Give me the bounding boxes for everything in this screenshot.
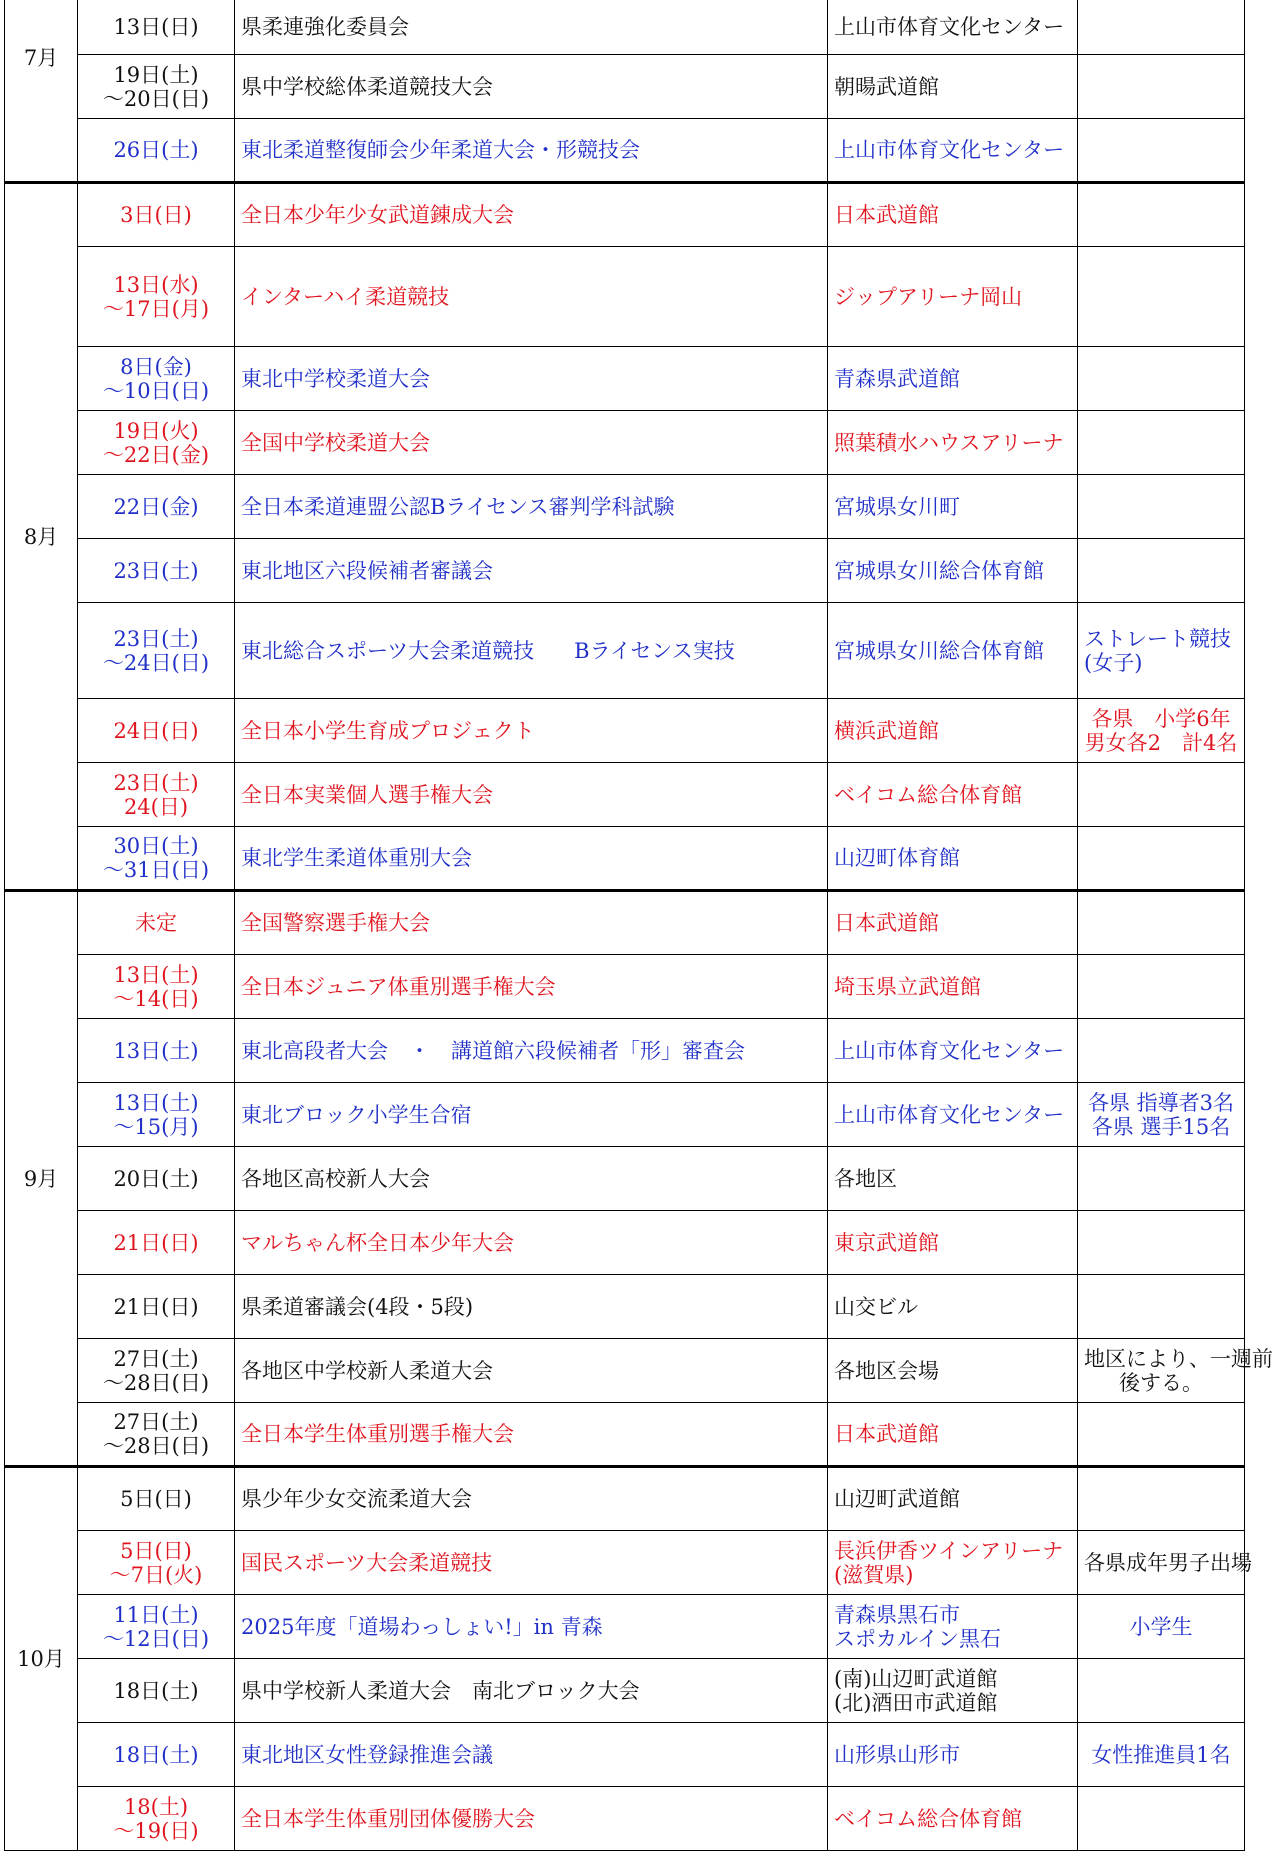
venue-cell-text: 青森県黒石市 (834, 1602, 960, 1627)
venue-cell (828, 411, 1078, 475)
note-cell (1078, 0, 1245, 55)
venue-cell-text: 横浜武道館 (834, 718, 939, 743)
venue-cell-text: 宮城県女川総合体育館 (834, 638, 1044, 663)
event-cell (235, 411, 828, 475)
event-text: 東北高段者大会 ・ 講道館六段候補者「形」審査会 (241, 1038, 745, 1063)
note-cell (1078, 347, 1245, 411)
note-cell (1078, 55, 1245, 119)
month-label: 10月 (17, 1647, 65, 1671)
schedule-table (4, 0, 1273, 1851)
note-cell (1078, 827, 1245, 891)
date-cell-text: 18日(土) (113, 1742, 199, 1767)
table-row (5, 475, 1245, 539)
venue-cell-text: 日本武道館 (834, 1422, 939, 1446)
event-text: 東北地区六段候補者審議会 (241, 558, 493, 583)
event-text: 各地区中学校新人柔道大会 (241, 1358, 493, 1383)
note-cell-text: 各県 小学6年 (1091, 706, 1231, 731)
table-row (5, 1339, 1245, 1403)
note-cell (1078, 1659, 1245, 1723)
table-row (5, 1787, 1245, 1851)
note-cell-text: 各県 指導者3名 (1087, 1090, 1235, 1115)
event-text: 東北地区女性登録推進会議 (241, 1742, 493, 1767)
venue-cell-text: スポカルイン黒石 (834, 1626, 1001, 1651)
date-cell (78, 347, 235, 411)
event-cell (235, 539, 828, 603)
venue-cell (828, 955, 1078, 1019)
date-cell (78, 1403, 235, 1467)
note-cell-text: 女性推進員1名 (1091, 1742, 1231, 1767)
venue-cell (828, 1147, 1078, 1211)
note-cell-text: 地区により、一週前 (1084, 1346, 1273, 1371)
venue-cell-text: 青森県武道館 (834, 366, 960, 391)
date-cell-text: ～15(月) (113, 1114, 199, 1139)
date-cell-text: 24日(日) (113, 718, 199, 743)
venue-cell-text: 上山市体育文化センター (834, 1102, 1065, 1127)
venue-cell-text: 日本武道館 (834, 203, 939, 227)
event-text: Bライセンス実技 (574, 638, 735, 663)
note-cell (1078, 1787, 1245, 1851)
note-cell-text: (女子) (1084, 650, 1143, 675)
date-cell-text: 21日(日) (113, 1230, 199, 1255)
table-row (5, 119, 1245, 183)
date-cell (78, 55, 235, 119)
date-cell (78, 699, 235, 763)
note-cell (1078, 891, 1245, 955)
note-cell (1078, 1147, 1245, 1211)
event-cell (235, 1403, 828, 1467)
venue-cell (828, 1083, 1078, 1147)
date-cell-text: 13日(水) (113, 272, 199, 297)
venue-cell (828, 475, 1078, 539)
date-cell-text: ～17日(月) (102, 296, 210, 321)
note-cell (1078, 1083, 1245, 1147)
venue-cell (828, 1723, 1078, 1787)
event-cell (235, 247, 828, 347)
date-cell-text: ～20日(日) (102, 86, 210, 111)
table-row (5, 1019, 1245, 1083)
date-cell (78, 1467, 235, 1531)
event-text: インターハイ柔道競技 (241, 284, 450, 309)
event-text: 県中学校総体柔道競技大会 (241, 74, 493, 99)
venue-cell (828, 1467, 1078, 1531)
event-cell (235, 1019, 828, 1083)
event-text: 全日本学生体重別団体優勝大会 (241, 1806, 535, 1831)
date-cell-text: ～28日(日) (102, 1434, 210, 1458)
venue-cell (828, 891, 1078, 955)
venue-cell-text: ベイコム総合体育館 (834, 782, 1023, 807)
venue-cell (828, 1403, 1078, 1467)
event-text: 2025年度「道場わっしょい!」in 青森 (241, 1614, 603, 1639)
note-cell (1078, 1211, 1245, 1275)
event-text: 東北ブロック小学生合宿 (241, 1102, 472, 1127)
date-cell (78, 475, 235, 539)
note-cell (1078, 183, 1245, 247)
event-text: 全国警察選手権大会 (241, 911, 430, 935)
date-cell (78, 603, 235, 699)
event-cell (235, 1275, 828, 1339)
date-cell (78, 119, 235, 183)
date-cell-text: 13日(土) (113, 1038, 199, 1063)
event-text: 県少年少女交流柔道大会 (241, 1487, 472, 1511)
note-cell-text: 各県 選手15名 (1091, 1114, 1231, 1139)
venue-cell-text: 上山市体育文化センター (834, 14, 1065, 39)
venue-cell-text: 山辺町体育館 (834, 846, 960, 870)
event-cell (235, 763, 828, 827)
venue-cell-text: 朝暘武道館 (834, 74, 939, 99)
table-row (5, 1531, 1245, 1595)
event-text: 東北総合スポーツ大会柔道競技 (241, 638, 535, 663)
schedule-body (5, 0, 1273, 1851)
note-cell (1078, 247, 1245, 347)
date-cell (78, 1659, 235, 1723)
table-row (5, 603, 1245, 699)
date-cell (78, 1275, 235, 1339)
venue-cell-text: (滋賀県) (834, 1562, 914, 1587)
venue-cell-text: 山辺町武道館 (834, 1487, 960, 1511)
date-cell-text: 13日(土) (113, 1090, 199, 1115)
date-cell-text: 24(日) (123, 794, 189, 819)
venue-cell (828, 0, 1078, 55)
table-row (5, 247, 1245, 347)
date-cell-text: 5日(日) (120, 1538, 192, 1563)
table-row (5, 1595, 1245, 1659)
event-cell (235, 1595, 828, 1659)
date-cell-text: ～7日(火) (109, 1562, 203, 1587)
venue-cell-text: ベイコム総合体育館 (834, 1806, 1023, 1831)
venue-cell-text: 上山市体育文化センター (834, 138, 1065, 162)
venue-cell-text: 宮城県女川町 (834, 494, 960, 519)
venue-cell (828, 699, 1078, 763)
event-cell (235, 1083, 828, 1147)
event-cell (235, 119, 828, 183)
event-text: 東北学生柔道体重別大会 (241, 846, 472, 870)
venue-cell (828, 763, 1078, 827)
table-row (5, 539, 1245, 603)
event-cell (235, 891, 828, 955)
event-text: 県柔道審議会(4段・5段) (241, 1294, 474, 1319)
table-row (5, 1723, 1245, 1787)
table-row (5, 55, 1245, 119)
note-cell (1078, 539, 1245, 603)
venue-cell-text: (北)酒田市武道館 (834, 1690, 998, 1715)
event-cell (235, 1147, 828, 1211)
table-row (5, 347, 1245, 411)
date-cell (78, 1019, 235, 1083)
note-cell-text: ストレート競技 (1084, 626, 1231, 651)
table-row (5, 955, 1245, 1019)
date-cell-text: 21日(日) (113, 1294, 199, 1319)
venue-cell-text: ジップアリーナ岡山 (834, 284, 1023, 309)
venue-cell (828, 247, 1078, 347)
table-row (5, 891, 1245, 955)
date-cell-text: ～12日(日) (102, 1626, 210, 1651)
date-cell-text: 19日(土) (113, 62, 199, 87)
date-cell (78, 539, 235, 603)
date-cell-text: 30日(土) (113, 834, 199, 858)
note-cell (1078, 699, 1245, 763)
venue-cell (828, 1595, 1078, 1659)
venue-cell (828, 1787, 1078, 1851)
table-row (5, 827, 1245, 891)
event-cell (235, 1787, 828, 1851)
venue-cell-text: 長浜伊香ツインアリーナ (834, 1538, 1064, 1563)
event-text: 全国中学校柔道大会 (241, 430, 430, 455)
event-text: 県柔連強化委員会 (241, 14, 409, 39)
venue-cell-text: 照葉積水ハウスアリーナ (834, 430, 1064, 455)
event-cell (235, 699, 828, 763)
event-cell (235, 1659, 828, 1723)
table-row (5, 1147, 1245, 1211)
table-row (5, 699, 1245, 763)
date-cell-text: 3日(日) (120, 203, 192, 227)
note-cell (1078, 411, 1245, 475)
month-label: 9月 (23, 1166, 59, 1191)
event-text: 県中学校新人柔道大会 南北ブロック大会 (241, 1678, 640, 1703)
date-cell-text: ～14(日) (113, 986, 199, 1011)
note-cell (1078, 1019, 1245, 1083)
event-text: 全日本少年少女武道錬成大会 (241, 203, 514, 227)
venue-cell (828, 1019, 1078, 1083)
note-cell (1078, 1275, 1245, 1339)
table-row (5, 0, 1245, 55)
venue-cell (828, 1531, 1078, 1595)
date-cell (78, 1339, 235, 1403)
venue-cell (828, 55, 1078, 119)
event-cell (235, 827, 828, 891)
date-cell (78, 1531, 235, 1595)
table-row (5, 1211, 1245, 1275)
venue-cell-text: 各地区 (834, 1166, 897, 1191)
note-cell-text: 各県成年男子出場 (1084, 1550, 1252, 1575)
venue-cell (828, 603, 1078, 699)
note-cell (1078, 1723, 1245, 1787)
table-row (5, 1659, 1245, 1723)
note-cell-text: 男女各2 計4名 (1084, 730, 1238, 755)
venue-cell (828, 827, 1078, 891)
date-cell (78, 0, 235, 55)
date-cell-text: ～31日(日) (102, 858, 210, 882)
table-row (5, 1083, 1245, 1147)
table-row (5, 1275, 1245, 1339)
date-cell (78, 247, 235, 347)
date-cell-text: 27日(土) (113, 1410, 199, 1434)
month-cell: 7月 (5, 0, 78, 183)
event-text: 各地区高校新人大会 (241, 1166, 430, 1191)
table-row (5, 411, 1245, 475)
note-cell-text: 小学生 (1129, 1614, 1193, 1639)
date-cell (78, 955, 235, 1019)
venue-cell (828, 1659, 1078, 1723)
table-row (5, 1467, 1245, 1531)
date-cell-text: ～19(日) (113, 1818, 199, 1843)
event-text: 国民スポーツ大会柔道競技 (241, 1550, 493, 1575)
date-cell (78, 411, 235, 475)
date-cell-text: 26日(土) (113, 138, 199, 162)
note-cell (1078, 955, 1245, 1019)
event-cell (235, 603, 828, 699)
event-cell (235, 955, 828, 1019)
venue-cell-text: 日本武道館 (834, 911, 939, 935)
venue-cell (828, 539, 1078, 603)
table-row (5, 763, 1245, 827)
note-cell (1078, 763, 1245, 827)
date-cell-text: ～10日(日) (102, 378, 210, 403)
date-cell (78, 1211, 235, 1275)
date-cell (78, 763, 235, 827)
event-cell (235, 0, 828, 55)
venue-cell-text: 上山市体育文化センター (834, 1038, 1065, 1063)
date-cell-text: 18日(土) (113, 1678, 199, 1703)
note-cell-text: 後する。 (1119, 1370, 1203, 1395)
date-cell (78, 1083, 235, 1147)
date-cell-text: 23日(土) (113, 626, 199, 651)
month-cell (5, 183, 78, 891)
event-cell (235, 1531, 828, 1595)
venue-cell-text: 山形県山形市 (834, 1742, 960, 1767)
date-cell-text: 27日(土) (113, 1346, 199, 1371)
venue-cell-text: (南)山辺町武道館 (834, 1666, 998, 1691)
event-text: 全日本学生体重別選手権大会 (241, 1422, 514, 1446)
event-text: 全日本実業個人選手権大会 (241, 782, 493, 807)
note-cell (1078, 1339, 1273, 1403)
event-cell (235, 1211, 828, 1275)
venue-cell-text: 東京武道館 (834, 1230, 939, 1255)
date-cell-text: 13日(日) (113, 14, 199, 39)
event-cell (235, 183, 828, 247)
note-cell (1078, 1467, 1245, 1531)
event-text: 東北柔道整復師会少年柔道大会・形競技会 (241, 138, 640, 162)
venue-cell (828, 119, 1078, 183)
date-cell-text: 18(土) (123, 1794, 189, 1819)
date-cell (78, 1147, 235, 1211)
note-cell (1078, 603, 1245, 699)
event-cell (235, 1339, 828, 1403)
note-cell (1078, 475, 1245, 539)
event-text: 全日本柔道連盟公認Bライセンス審判学科試験 (241, 494, 675, 519)
event-text: 全日本小学生育成プロジェクト (241, 718, 535, 743)
date-cell-text: ～24日(日) (102, 650, 210, 675)
event-text: 全日本ジュニア体重別選手権大会 (241, 974, 556, 999)
month-label: 8月 (23, 524, 59, 549)
table-row (5, 183, 1245, 247)
date-cell-text: 5日(日) (120, 1487, 192, 1511)
note-cell (1078, 119, 1245, 183)
month-cell (5, 1467, 78, 1851)
date-cell (78, 1723, 235, 1787)
venue-cell (828, 347, 1078, 411)
date-cell-text: 8日(金) (120, 354, 192, 379)
note-cell (1078, 1531, 1252, 1595)
date-cell-text: 未定 (135, 911, 177, 935)
month-cell (5, 891, 78, 1467)
event-cell (235, 475, 828, 539)
date-cell (78, 827, 235, 891)
event-text: 東北中学校柔道大会 (241, 366, 430, 391)
date-cell-text: 22日(金) (113, 494, 199, 519)
date-cell (78, 891, 235, 955)
venue-cell (828, 1211, 1078, 1275)
date-cell-text: 19日(火) (113, 418, 199, 443)
venue-cell-text: 埼玉県立武道館 (834, 974, 981, 999)
venue-cell (828, 1339, 1078, 1403)
event-text: マルちゃん杯全日本少年大会 (241, 1230, 514, 1255)
venue-cell (828, 1275, 1078, 1339)
date-cell (78, 1787, 235, 1851)
event-cell (235, 347, 828, 411)
date-cell-text: 11日(土) (113, 1602, 199, 1627)
table-row (5, 1403, 1245, 1467)
date-cell-text: 23日(土) (113, 558, 199, 583)
date-cell-text: 23日(土) (113, 770, 199, 795)
note-cell (1078, 1403, 1245, 1467)
event-cell (235, 55, 828, 119)
date-cell-text: ～28日(日) (102, 1370, 210, 1395)
venue-cell-text: 宮城県女川総合体育館 (834, 558, 1044, 583)
date-cell-text: 13日(土) (113, 962, 199, 987)
event-cell (235, 1467, 828, 1531)
event-cell (235, 1723, 828, 1787)
date-cell-text: 20日(土) (113, 1166, 199, 1191)
date-cell-text: ～22日(金) (102, 442, 210, 467)
date-cell (78, 183, 235, 247)
note-cell (1078, 1595, 1245, 1659)
date-cell (78, 1595, 235, 1659)
venue-cell-text: 各地区会場 (834, 1358, 939, 1383)
venue-cell-text: 山交ビル (834, 1294, 918, 1319)
venue-cell (828, 183, 1078, 247)
